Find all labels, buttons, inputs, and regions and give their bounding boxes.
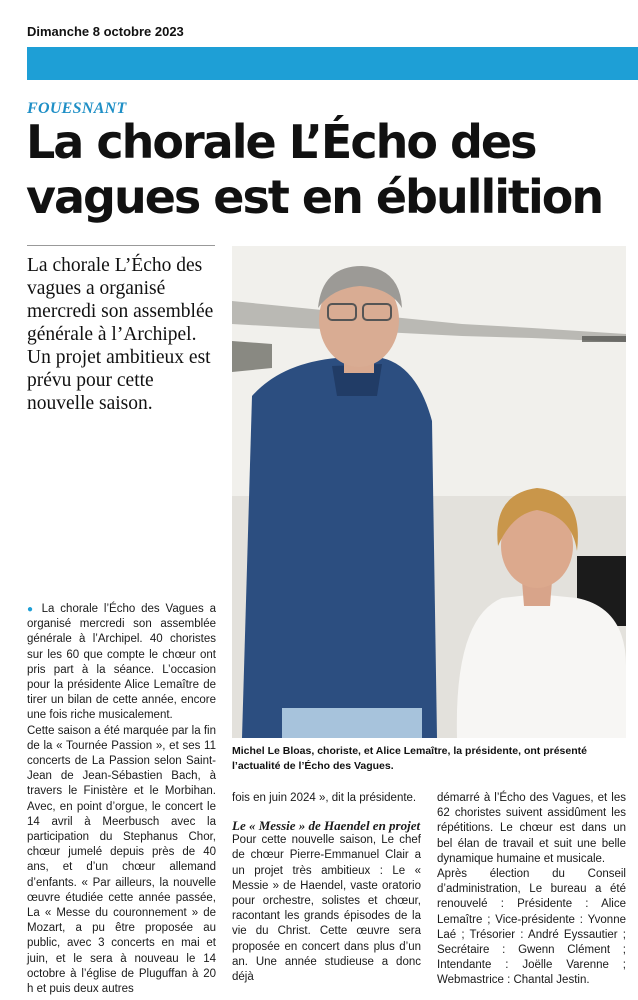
paragraph-intro <box>27 602 216 724</box>
article-column-1 <box>27 602 216 997</box>
lede-divider <box>27 245 215 246</box>
article-photo <box>232 246 626 738</box>
section-rubric: FOUESNANT <box>27 100 127 117</box>
article-column-2 <box>232 791 421 985</box>
paragraph-season: Cette saison a été marquée par la fin de la « Tournée Passion », et ses 11 concerts de La Passion selon Saint-Jean de Jean-Sébastien Bach, à travers le Finistère et le Morbihan. Avec, en point d’orgue, le concert le 14 avril à Meerbusch avec la participation du Stephanus Chor, chœur jumelé depuis près de 40 ans, et d’un chœur allemand d’enfants. « Par ailleurs, la nouvelle œuvre étudiée cette année passée, La « Messe du couronnement » de Mozart, a pu être proposée au public, avec 3 concerts en mai et juin, et le sera à nouveau le 14 octobre à l’église de Pluguffan à 20 h et puis deux autres <box>27 724 216 996</box>
article-headline: La chorale L’Écho des vagues est en ébullition <box>26 115 603 224</box>
header-band <box>27 47 638 80</box>
bullet-icon: ● <box>27 604 36 615</box>
photo-caption: Michel Le Bloas, choriste, et Alice Lemaître, la présidente, ont présenté l’actualité de l’Écho des Vagues. <box>232 745 587 772</box>
paragraph-messie: Pour cette nouvelle saison, Le chef de chœur Pierre-Emmanuel Clair a un projet très ambitieux : Le « Messie » de Haendel, vaste oratorio pour orchestre, solistes et chœur, racontant les grands épisodes de la vie du Christ. Cette œuvre sera proposée en concert dans plus d’un an. Une année studieuse a donc déjà <box>232 834 421 984</box>
paragraph-board: Après élection du Conseil d’administration, Le bureau a été renouvelé : Présidente : Alice Lemaître ; Vice-présidente : Yvonne Laé ; Trésorier : André Eyssautier ; Secrétaire : Gwenn Clément ; Intendante : Joëlle Varenne ; Webmastrice : Chantal Jestin. <box>437 868 626 987</box>
article-lede: La chorale L’Écho des vagues a organisé mercredi son assemblée générale à l’Archipel. Un projet ambitieux est prévu pour cette nouvelle saison. <box>27 255 214 414</box>
paragraph-intro-text: La chorale l’Écho des Vagues a organisé mercredi son assemblée générale à l’Archipel. 40 choristes sur les 60 que compte le chœur ont pris part à la séance. L’occasion pour la présidente Alice Lemaître de tirer un bilan de cette année, encore une fois riche musicalement. <box>27 603 216 722</box>
article-subheading: Le « Messie » de Haendel en projet <box>232 818 421 834</box>
article-column-3 <box>437 791 626 989</box>
publication-date: Dimanche 8 octobre 2023 <box>27 24 184 39</box>
paragraph-continued: fois en juin 2024 », dit la présidente. <box>232 792 417 804</box>
paragraph-rehearsals: démarré à l’Écho des Vagues, et les 62 choristes suivent assidûment les répétitions. Le chœur est dans un bel élan de travail et suit une belle dynamique humaine et musicale. <box>437 792 626 865</box>
